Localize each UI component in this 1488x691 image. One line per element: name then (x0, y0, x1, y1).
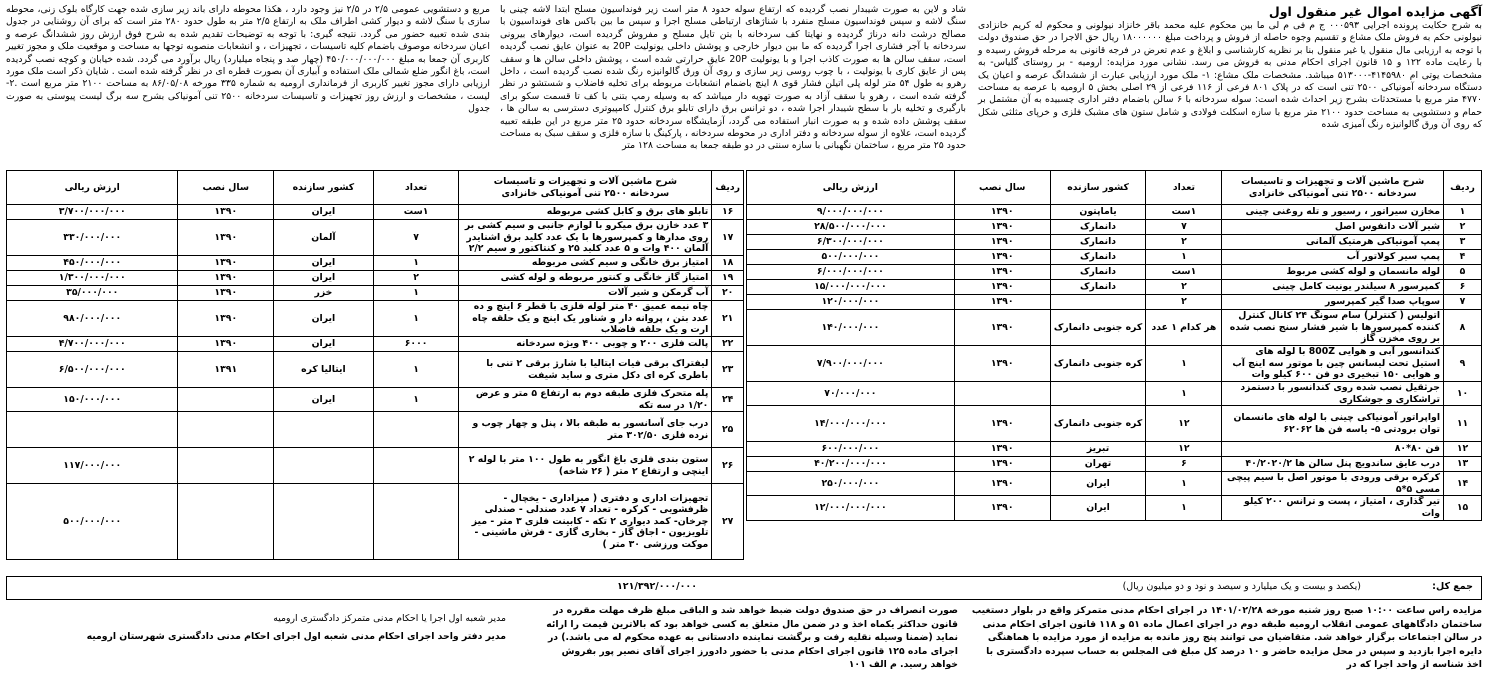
row-year: ۱۳۹۰ (178, 286, 274, 301)
row-country: دانمارک (1050, 280, 1146, 295)
row-year: ۱۳۹۰ (954, 442, 1050, 457)
row-number: ۱ (1444, 205, 1482, 220)
row-description: پالت فلزی ۲۰۰ و چوبی ۴۰۰ ویژه سردخانه (459, 337, 712, 352)
row-number: ۲۳ (712, 352, 744, 388)
row-year: ۱۳۹۰ (178, 301, 274, 337)
row-number: ۲۶ (712, 448, 744, 484)
table-row (747, 235, 1482, 250)
row-description: تجهیزات اداری و دفتری ( میزاداری - یخچال - ظرفشویی - کرکره - تعداد ۷ عدد صندلی - صندلی چرخان- کمد دیواری ۲ تکه - کابینت فلزی ۳ متر - میز تلویزیون - اجاق گاز - بخاری گازی - فرش ماشینی - موکت ورزشی ۳۰ متر ) (459, 484, 712, 560)
row-value: ۳۳۰/۰۰۰/۰۰۰ (7, 220, 178, 256)
table-row (7, 448, 744, 484)
row-year (178, 388, 274, 412)
row-count: ۱ (1146, 250, 1222, 265)
notice-title: آگهی مزایده اموال غیر منقول اول (1268, 4, 1482, 19)
table-row (747, 310, 1482, 346)
row-year: ۱۳۹۰ (178, 271, 274, 286)
header-row-number: ردیف (1444, 171, 1482, 205)
row-year: ۱۳۹۰ (954, 295, 1050, 310)
row-value: ۶/۵۰۰/۰۰۰/۰۰۰ (7, 352, 178, 388)
row-number: ۲۲ (712, 337, 744, 352)
row-value: ۱۲/۰۰۰/۰۰۰/۰۰۰ (747, 496, 955, 520)
row-country: ایران (274, 301, 374, 337)
notice-text-1: به شرح حکایت پرونده اجرایی ۰۰۰۵۹۳ ج م فی م لی ما بین محکوم علیه محمد باقر خانزاد نیولونی و محکوم له کریم خانزادی نیولونی حکم به فروش ملک مشاع و تقسیم وجوه حاصله از فروش و پرداخت مبلغ ۱۸۰۰۰۰۰۰ ریال حق الاجرا در حق صندوق دولت با توجه به ارزیابی مال منقول یا غیر منقول بنا بر نظریه کارشناسی و ابلاغ و عدم تعرض در فرجه قانونی به مرحله فروش رسیده و با رعایت ماده ۱۲۲ و ۱۵ قانون اجرای احکام مدنی به فروش می رسد. نشانی مورد مزایده: ارومیه - بر روستای گلیاس- به مشخصات یوتی ام ۴۱۴۵۹۸۰-۵۱۳۰۰۰ میباشد. مشخصات ملک مشاع: ۱- ملک مورد ارزیابی عبارت از ششدانگ عرصه و اعیان یک دستگاه سردخانه آمونیاکی ۲۵۰۰ تنی است که در پلاک ۸۰۱ فرعی از ۱۱۶ فرعی از ۲۹ اصلی بخش ۵ ارومیه با عرصه به مساحت ۴۷۷۰ متر مربع با مستحدثات بشرح زیر احداث شده است: سوله سردخانه با ۶ سالن باضمام دفتر اداری چسبیده به آن مشتمل بر حمام و دستشویی به مساحت حدود ۲۱۰۰ متر مربع با سازه اسکلت فولادی و شامل ستون های مشبک فلزی و خرپای مثلثی شکل که روی آن ورق گالوانیزه رنگ آمیزی شده (978, 20, 1483, 131)
row-country: ایران (1050, 496, 1146, 520)
row-count: ۷ (1146, 220, 1222, 235)
row-value: ۴/۷۰۰/۰۰۰/۰۰۰ (7, 337, 178, 352)
table-row (747, 406, 1482, 442)
row-number: ۱۶ (712, 205, 744, 220)
row-country (274, 412, 374, 448)
table-header-row (7, 171, 744, 205)
table-row (747, 346, 1482, 382)
row-value: ۳۵/۰۰۰/۰۰۰ (7, 286, 178, 301)
row-country: ایران (274, 205, 374, 220)
notice-text-2: شاد و لاین به صورت شیبدار نصب گردیده که ارتفاع سوله حدود ۸ متر است زیر فونداسیون مسلح ابتدا لاشه چینی با سنگ لاشه و سپس فونداسیون مسلح منفرد با شناژهای ارتباطی مسلح اجرا و سپس ما بین باکس های فونداسیون با مصالح درشت دانه درناژ گردیده و نهایتا کف سردخانه با بتن تایل مسلح و مفروش گردیده است، دیوارهای بیرونی سردخانه با آجر فشاری اجرا گردیده که ما بین دیوار خارجی و پوشش داخلی یونولیت 20P به عنوان عایق نصب گردیده است، سقف سالن ها به صورت کاذب اجرا و با یونولیت 20P عایق حرارتی شده است ، پوشش داخلی سالن ها و سقف پس از عایق کاری با یونولیت ، با چوب روسی زیر سازی و روی آن ورق گالوانیزه رنگ شده نصب گردیده است ، داخل رهرو به طول ۵۴ متر لوله پلی اتیلن فشار قوی ۸ اینچ باضمام انشعابات مربوطه برای تخلیه فاضلاب و شستشو در نظر گرفته شده است ، رهرو با سقف آزاد به صورت تهویه دار میباشد که به وسیله رمپ بتنی با کف تا قسمت سکو برای بارگیری و تخلیه بار با سطح شیبدار اجرا شده ، دو ترانس برق دارای تابلو برق کنترل کامپیوتری دسترسی به سالن ها ، سقف پوشش داده شده و به صورت انبار استفاده می گردد، آزمایشگاه سردخانه حدود ۲۵ متر مربع در این طبقه تعبیه گردیده است، علاوه از سوله سردخانه و دفتر اداری در محوطه سردخانه ، پارکینگ با سازه فلزی و سقف سبک به مساحت حدود ۲۵ متر مربع ، ساختمان نگهبانی با سازه سنتی در دو طبقه جمعا به مساحت ۱۲۸ متر (500, 4, 967, 152)
signature-line-1: مدیر شعبه اول اجرا یا احکام مدنی متمرکز دادگستری ارومیه (273, 613, 506, 624)
row-year: ۱۳۹۰ (178, 337, 274, 352)
row-description: پمپ آمونیاکی هرمتیک آلمانی (1222, 235, 1444, 250)
equipment-table-right (746, 170, 1482, 521)
row-count: ۱ست (1146, 205, 1222, 220)
row-number: ۱۷ (712, 220, 744, 256)
row-value: ۷/۹۰۰/۰۰۰/۰۰۰ (747, 346, 955, 382)
row-country: ایتالیا کره (274, 352, 374, 388)
row-value: ۶/۰۰۰/۰۰۰/۰۰۰ (747, 265, 955, 280)
row-country: دانمارک (1050, 235, 1146, 250)
row-year: ۱۳۹۰ (954, 235, 1050, 250)
table-row (7, 352, 744, 388)
row-count: ۱ست (1146, 265, 1222, 280)
notice-column-1 (978, 4, 1482, 166)
row-count: ۱ (373, 352, 459, 388)
row-description: تابلو های برق و کابل کشی مربوطه (459, 205, 712, 220)
header-row-number: ردیف (712, 171, 744, 205)
row-count: ۱ (373, 256, 459, 271)
row-description: کندانسور آبی و هوایی 800Z با لوله های استیل تحت لیسانس چین با موتور سه اینچ آب و هوایی ۱۵۰ تبخیری دو فن ۶۰۰ کیلو وات (1222, 346, 1444, 382)
row-value: ۲۸/۵۰۰/۰۰۰/۰۰۰ (747, 220, 955, 235)
row-count: ۱ (373, 301, 459, 337)
table-row (747, 295, 1482, 310)
row-count (373, 484, 459, 560)
equipment-table-left (6, 170, 744, 560)
row-count: ۱ (1146, 382, 1222, 406)
table-row (747, 250, 1482, 265)
row-number: ۴ (1444, 250, 1482, 265)
table-row (7, 388, 744, 412)
header-value: ارزش ریالی (747, 171, 955, 205)
row-country: دانمارک (1050, 220, 1146, 235)
total-amount: ۱۲۱/۳۹۲/۰۰۰/۰۰۰ (617, 581, 697, 592)
row-count: ۱ (373, 388, 459, 412)
row-value (7, 412, 178, 448)
row-count: هر کدام ۱ عدد (1146, 310, 1222, 346)
row-year (178, 412, 274, 448)
row-description: کمپرسور ۸ سیلندر یونیت کامل چینی (1222, 280, 1444, 295)
table-row (747, 496, 1482, 520)
row-number: ۳ (1444, 235, 1482, 250)
signature-line-2: مدیر دفتر واحد اجرای احکام مدنی شعبه اول اجرای احکام مدنی دادگستری شهرستان ارومیه (86, 630, 506, 642)
row-year: ۱۳۹۰ (954, 346, 1050, 382)
row-description: کرکره برقی ورودی با موتور اصل با سیم پیچی مسی ۵*۵ (1222, 472, 1444, 496)
row-count: ۶۰۰۰ (373, 337, 459, 352)
row-country: ایران (274, 388, 374, 412)
row-year (954, 382, 1050, 406)
row-country: ایران (274, 337, 374, 352)
row-description: مخازن سیراتور ، رسیور و تله روغنی چینی (1222, 205, 1444, 220)
row-description: تیر گذاری ، امتیاز ، پست و ترانس ۲۰۰ کیلو وات (1222, 496, 1444, 520)
row-value: ۲۵۰/۰۰۰/۰۰۰ (747, 472, 955, 496)
header-count: تعداد (373, 171, 459, 205)
row-description: چاه نیمه عمیق ۴۰ متر لوله فلزی با قطر ۶ اینچ و ده عدد بتن ، پروانه دار و شناور یک اینچ و یک حلقه چاه ارت و یک حلقه فاضلاب (459, 301, 712, 337)
table-row (7, 271, 744, 286)
table-row (7, 256, 744, 271)
total-row (6, 576, 1482, 600)
header-description: شرح ماشین آلات و تجهیزات و تاسیسات سردخانه ۲۵۰۰ تنی آمونیاکی خانزادی (459, 171, 712, 205)
row-value: ۱۵۰/۰۰۰/۰۰۰ (7, 388, 178, 412)
row-country: کره جنوبی دانمارک (1050, 406, 1146, 442)
total-label: جمع کل: (1432, 581, 1473, 592)
row-description: اواپراتور آمونیاکی چینی با لوله های مانسمان توان برودتی ۵- یاسه فن ها ۶۲۰۶۲ (1222, 406, 1444, 442)
footer-signature (6, 612, 506, 643)
row-count (373, 448, 459, 484)
row-value: ۱۱۷/۰۰۰/۰۰۰ (7, 448, 178, 484)
legal-notice-page (6, 4, 1482, 687)
row-year: ۱۳۹۰ (954, 280, 1050, 295)
header-count: تعداد (1146, 171, 1222, 205)
row-description: ۳ عدد خازن برق میکرو با لوازم جانبی و سیم کشی بر روی مدارها و کمپرسورها با یک عدد کلید برق اشنایدر آلمان ۴۰۰ وات و ۵ عدد کلید ۲۵ و کنتاکتور و سیم ۲/۲ (459, 220, 712, 256)
row-description: ستون بندی فلزی باغ انگور به طول ۱۰۰ متر با لوله ۲ اینچی و ارتفاع ۲ متر ( ۲۶ شاخه) (459, 448, 712, 484)
row-year: ۱۳۹۰ (954, 472, 1050, 496)
row-number: ۱۳ (1444, 457, 1482, 472)
row-value: ۶۰۰/۰۰۰/۰۰۰ (747, 442, 955, 457)
row-description: اتولیس ( کنترلر) سام سونگ ۲۴ کانال کنترل کننده کمپرسورها با شیر فشار سنج نصب شده بر روی مخزن گاز (1222, 310, 1444, 346)
row-number: ۲ (1444, 220, 1482, 235)
row-number: ۱۰ (1444, 382, 1482, 406)
row-number: ۶ (1444, 280, 1482, 295)
row-country: آلمان (274, 220, 374, 256)
table-row (747, 205, 1482, 220)
row-count: ۶ (1146, 457, 1222, 472)
row-value: ۴۰/۲۰۰/۰۰۰/۰۰۰ (747, 457, 955, 472)
footer-right-text: مزایده راس ساعت ۱۰:۰۰ صبح روز شنبه مورخه ۱۴۰۱/۰۲/۲۸ در اجرای احکام مدنی متمرکز واقع در بلوار دستغیب ساختمان دادگاههای عمومی انقلاب ارومیه طبقه دوم در اجرای اعمال ماده ۵۱ و ۱۱۸ قانون اجرای احکام مدنی در سالن اجتماعات برگزار خواهد شد. متقاضیان می توانند پنج روز مانده به مزایده از مورد مزایده با هماهنگی دایره اجرا بازدید و سپس در محل مزایده حاضر و ۱۰ درصد کل مبلغ فی المجلس به حساب سپرده دادگستری با اخذ شناسه از واحد اجرا که در (971, 605, 1482, 670)
row-value: ۹/۰۰۰/۰۰۰/۰۰۰ (747, 205, 955, 220)
row-count: ۱ست (373, 205, 459, 220)
row-count: ۱۲ (1146, 406, 1222, 442)
row-year: ۱۳۹۰ (178, 205, 274, 220)
row-country: تهران (1050, 457, 1146, 472)
table-header-row (747, 171, 1482, 205)
row-country: ایران (1050, 472, 1146, 496)
row-description: لیفتراک برقی فیات ایتالیا با شارژ برقی ۲ تنی با باطری کره ای دکل متری و ساید شیفت (459, 352, 712, 388)
table-row (7, 301, 744, 337)
row-year: ۱۳۹۰ (954, 310, 1050, 346)
row-count: ۲ (1146, 295, 1222, 310)
table-row (747, 382, 1482, 406)
row-value: ۱۴۰/۰۰۰/۰۰۰ (747, 310, 955, 346)
row-country: دانمارک (1050, 265, 1146, 280)
header-value: ارزش ریالی (7, 171, 178, 205)
row-count: ۱ (1146, 346, 1222, 382)
table-row (7, 286, 744, 301)
row-country: تبریز (1050, 442, 1146, 457)
table-row (747, 472, 1482, 496)
table-row (747, 442, 1482, 457)
header-country: کشور سازنده (274, 171, 374, 205)
row-number: ۹ (1444, 346, 1482, 382)
row-value: ۱/۳۰۰/۰۰۰/۰۰۰ (7, 271, 178, 286)
row-number: ۵ (1444, 265, 1482, 280)
row-number: ۲۰ (712, 286, 744, 301)
row-year (178, 484, 274, 560)
row-count: ۷ (373, 220, 459, 256)
row-year: ۱۳۹۰ (178, 256, 274, 271)
row-value: ۱۵/۰۰۰/۰۰۰/۰۰۰ (747, 280, 955, 295)
row-year: ۱۳۹۰ (954, 205, 1050, 220)
row-number: ۱۱ (1444, 406, 1482, 442)
header-year: سال نصب (178, 171, 274, 205)
row-country: ایران (274, 256, 374, 271)
notice-text-3: مربع و دستشویی عمومی ۲/۵ در ۲/۵ نیز وجود دارد ، هکذا محوطه دارای باند زیر سازی شده جهت کارگاه بلوک زنی، محوطه سازی با سنگ لاشه و دیوار کشی اطراف ملک به ارتفاع ۲/۵ متر به طول حدود ۲۸۰ متر است که برای آن روشنایی در جدول بندی شده تعبیه حضور می گردد. نتیجه گیری: با توجه به توضیحات تقدیم شده به شرح فوق ارزش روز ششدانگ عرصه و اعیان سردخانه موصوف باضمام کلیه تاسیسات ، تجهیزات ، و انشعابات منصوبه توجها به مساحت و موقعیت ملک و مجوز تغییر کاربری آن جمعا به مبلغ ۴۵۰/۰۰۰/۰۰۰/۰۰۰ (چهار صد و پنجاه میلیارد) ریال برآورد می گردد. شده خیابان و کوچه نصب گردیده است، باغ انگور ضلع شمالی ملک استفاده و آبیاری آن بصورت قطره ای در نظر گرفته شده است . شایان ذکر است ملک مورد ارزیابی دارای مجوز تغییر کاربری از فرمانداری ارومیه به شماره ۳۳۵ مورخه ۸۶/۰۵/۰۸ به مساحت ۲۱۰۰ متر مربع است .۲- لیست ، مشخصات و ارزش روز تجهیزات و تاسیسات سردخانه ۲۵۰۰ تنی آمونیاکی بشرح سه برگ لیست پیوستی به صورت جدول (6, 4, 490, 115)
row-number: ۱۴ (1444, 472, 1482, 496)
row-value: ۳/۷۰۰/۰۰۰/۰۰۰ (7, 205, 178, 220)
table-row (7, 205, 744, 220)
row-year: ۱۳۹۰ (954, 496, 1050, 520)
row-count: ۲ (373, 271, 459, 286)
row-value: ۵۰۰/۰۰۰/۰۰۰ (7, 484, 178, 560)
table-row (7, 220, 744, 256)
row-year (178, 448, 274, 484)
row-count: ۱۲ (1146, 442, 1222, 457)
total-words: (یکصد و بیست و یک میلیارد و سیصد و نود و دو میلیون ریال) (1122, 581, 1361, 592)
row-number: ۱۵ (1444, 496, 1482, 520)
row-number: ۷ (1444, 295, 1482, 310)
table-row (7, 337, 744, 352)
row-country: ایران (274, 271, 374, 286)
row-description: امتیاز گاز خانگی و کنتور مربوطه و لوله کشی (459, 271, 712, 286)
row-count: ۲ (1146, 280, 1222, 295)
row-number: ۲۵ (712, 412, 744, 448)
row-year: ۱۳۹۱ (178, 352, 274, 388)
row-country: کره جنوبی دانمارک (1050, 346, 1146, 382)
row-year: ۱۳۹۰ (954, 265, 1050, 280)
table-row (747, 265, 1482, 280)
row-description: جرثقیل نصب شده روی کندانسور با دستمزد تراشکاری و جوشکاری (1222, 382, 1444, 406)
row-year: ۱۳۹۰ (954, 220, 1050, 235)
row-country: یاماپتون (1050, 205, 1146, 220)
row-description: پمپ سیر کولاتور آب (1222, 250, 1444, 265)
row-year: ۱۳۹۰ (954, 406, 1050, 442)
row-count: ۱ (1146, 496, 1222, 520)
table-row (747, 457, 1482, 472)
row-description: درب جای آسانسور به طبقه بالا ، پنل و چهار چوب و نرده فلزی ۳۰۲/۵۰ متر (459, 412, 712, 448)
row-country: خزر (274, 286, 374, 301)
row-country: کره جنوبی دانمارک (1050, 310, 1146, 346)
table-row (7, 412, 744, 448)
row-country (1050, 295, 1146, 310)
row-year: ۱۳۹۰ (954, 457, 1050, 472)
row-number: ۱۲ (1444, 442, 1482, 457)
row-description: سوپاپ صدا گیر کمپرسور (1222, 295, 1444, 310)
header-country: کشور سازنده (1050, 171, 1146, 205)
row-number: ۱۸ (712, 256, 744, 271)
row-description: امتیاز برق خانگی و سیم کشی مربوطه (459, 256, 712, 271)
row-number: ۸ (1444, 310, 1482, 346)
row-description: فن ۸۰*۸۰ (1222, 442, 1444, 457)
footer-middle-text: صورت انصراف در حق صندوق دولت ضبط خواهد شد و الباقی مبلغ ظرف مهلت مقرره در قانون حداکثر یکماه اخذ و در ضمن مال متعلق به کسی خواهد بود که بالاترین قیمت را ارائه نماید (ضمنا وسیله نقلیه رفت و برگشت نماینده دادستانی به عهده محکوم له می باشد.) در اجرای ماده ۱۲۵ قانون اجرای احکام مدنی با حضور دادورز اجرای آقای نصیر پور بفروش خواهد رسید. م الف ۱۰۱ (546, 605, 958, 670)
row-value: ۷۰/۰۰۰/۰۰۰ (747, 382, 955, 406)
row-year: ۱۳۹۰ (954, 250, 1050, 265)
row-description: پله متحرک فلزی طبقه دوم به ارتفاع ۵ متر و عرض ۱/۲۰ در سه تکه (459, 388, 712, 412)
row-value: ۴۵۰/۰۰۰/۰۰۰ (7, 256, 178, 271)
row-number: ۲۴ (712, 388, 744, 412)
table-row (747, 220, 1482, 235)
row-description: شیر آلات دانفوس اصل (1222, 220, 1444, 235)
row-value: ۵۰۰/۰۰۰/۰۰۰ (747, 250, 955, 265)
row-description: آب گرمکن و شیر آلات (459, 286, 712, 301)
row-number: ۲۱ (712, 301, 744, 337)
notice-column-2 (500, 4, 966, 166)
row-number: ۱۹ (712, 271, 744, 286)
row-description: لوله مانسمان و لوله کشی مربوط (1222, 265, 1444, 280)
notice-column-3 (6, 4, 490, 166)
header-description: شرح ماشین آلات و تجهیزات و تاسیسات سردخانه ۲۵۰۰ تنی آمونیاکی خانزادی (1222, 171, 1444, 205)
row-value: ۱۴/۰۰۰/۰۰۰/۰۰۰ (747, 406, 955, 442)
row-number: ۲۷ (712, 484, 744, 560)
row-description: درب عایق ساندویچ پنل سالن ها ۴۰/۲۰۲۰/۲ (1222, 457, 1444, 472)
row-count: ۱ (373, 286, 459, 301)
row-value: ۱۲۰/۰۰۰/۰۰۰ (747, 295, 955, 310)
row-country (274, 448, 374, 484)
row-value: ۶/۳۰۰/۰۰۰/۰۰۰ (747, 235, 955, 250)
row-value: ۹۸۰/۰۰۰/۰۰۰ (7, 301, 178, 337)
row-country (1050, 382, 1146, 406)
table-row (747, 280, 1482, 295)
row-country (274, 484, 374, 560)
row-count (373, 412, 459, 448)
header-year: سال نصب (954, 171, 1050, 205)
row-count: ۱ (1146, 472, 1222, 496)
row-country: دانمارک (1050, 250, 1146, 265)
table-row (7, 484, 744, 560)
row-count: ۲ (1146, 235, 1222, 250)
row-year: ۱۳۹۰ (178, 220, 274, 256)
